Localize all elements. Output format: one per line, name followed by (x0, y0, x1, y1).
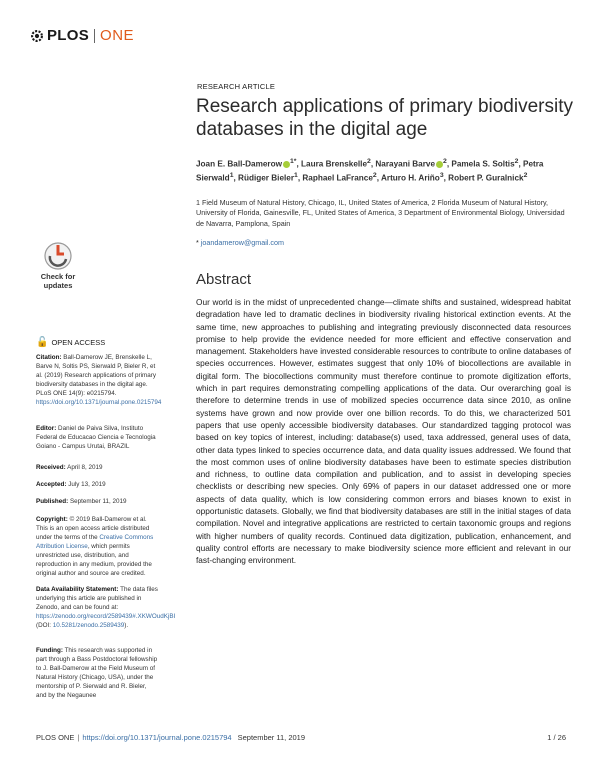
article-type: RESEARCH ARTICLE (197, 82, 276, 91)
open-lock-icon: 🔓 (36, 337, 49, 348)
citation-label: Citation: (36, 354, 62, 361)
accepted-label: Accepted: (36, 481, 67, 488)
logo-one-text: ONE (100, 27, 135, 44)
author-name[interactable]: , Pamela S. Soltis (446, 159, 515, 169)
accepted-block (36, 480, 158, 489)
author-affil-sup: 1 (229, 172, 234, 180)
copyright-label: Copyright: (36, 516, 68, 523)
funding-label: Funding: (36, 647, 63, 654)
journal-logo[interactable] (30, 27, 134, 44)
author-affil-sup: 2 (367, 158, 371, 165)
editor-label: Editor: (36, 425, 57, 432)
published-block (36, 497, 158, 506)
author-name[interactable]: , Arturo H. Ariño (376, 173, 440, 183)
editor-block (36, 424, 158, 451)
received-label: Received: (36, 464, 66, 471)
published-date: September 11, 2019 (69, 498, 127, 505)
email-link[interactable]: joandamerow@gmail.com (200, 238, 284, 247)
logo-plos-text: PLOS (47, 27, 90, 44)
badge-line1: Check for (40, 272, 76, 281)
logo-divider (94, 29, 95, 43)
author-name[interactable]: , Robert P. Guralnick (443, 173, 524, 183)
footer-separator: | (77, 733, 80, 742)
author-name[interactable]: , Narayani Barve (370, 159, 436, 169)
citation-text: Ball-Damerow JE, Brenskelle L, Barve N, Soltis PS, Sierwald P, Bieler R, et al. (2019) Research applications of primary biodiversity databases in the digital age. PLoS ONE 14(9): e0215794. (36, 354, 157, 397)
author-name[interactable]: Joan E. Ball-Damerow (196, 159, 282, 169)
badge-line2: updates (43, 281, 73, 290)
zenodo-record-link[interactable]: https://zenodo.org/record/2589439#.XKWOudKjBI (36, 613, 176, 620)
data-availability-doi-prefix: (DOI: (36, 622, 53, 629)
author-affil-sup: 1* (290, 158, 297, 165)
page-number: 1 / 26 (547, 733, 566, 742)
license-link[interactable]: Creative Commons Attribution License (36, 534, 154, 550)
author-affil-sup: 2 (443, 158, 447, 165)
copyright-text: © 2019 Ball-Damerow et al. This is an open access article distributed under the terms of the (36, 516, 150, 541)
open-access-label (36, 337, 105, 348)
data-availability-block (36, 585, 176, 630)
accepted-date: July 13, 2019 (68, 481, 106, 488)
received-block (36, 463, 158, 472)
copyright-text-end: , which permits unrestricted use, distribution, and reproduction in any medium, provided the original author and source are credited. (36, 543, 152, 577)
corresponding-email (196, 238, 284, 247)
article-title: Research applications of primary biodiversity databases in the digital age (196, 96, 573, 140)
affiliations: 1 Field Museum of Natural History, Chicago, IL, United States of America, 2 Florida Museum of Natural History, University of Florida, Gainesville, FL, United States of America, 3 Department of Environmental Biology, Universidad de Navarra, Pamplona, Spain (196, 198, 565, 228)
citation-doi-link[interactable]: https://doi.org/10.1371/journal.pone.0215794 (36, 399, 162, 406)
data-availability-end: ). (124, 622, 129, 629)
email-asterisk: * (196, 238, 201, 247)
received-date: April 8, 2019 (67, 464, 103, 471)
footer-journal: PLOS ONE (36, 733, 75, 742)
copyright-block (36, 515, 158, 578)
author-name[interactable]: , Laura Brenskelle (296, 159, 368, 169)
zenodo-doi-link[interactable]: 10.5281/zenodo.2589439 (52, 622, 125, 629)
author-affil-sup: 2 (514, 158, 519, 165)
author-affil-sup: 3 (439, 172, 444, 180)
orcid-icon[interactable] (436, 161, 443, 168)
author-name[interactable]: , Petra Sierwald (196, 159, 544, 183)
orcid-icon[interactable] (283, 161, 290, 168)
author-name[interactable]: , Raphael LaFrance (297, 173, 373, 183)
published-label: Published: (36, 498, 69, 505)
author-affil-sup: 2 (523, 172, 528, 180)
abstract-text: Our world is in the midst of unprecedented change—climate shifts and sustained, widespread habitat degradation have led to dramatic declines in biodiversity rivaling historical extinction events. At the same time, new approaches to publishing and integrating previously disconnected data resources promise to help provide the evidence needed for more efficient and effective conservation and management. Stakeholders have invested considerable resources to contribute to online databases of species occurrences. However, estimates suggest that only 10% of biocollections are available in digital form. The biocollections community must therefore continue to promote digitization efforts, which in part requires demonstrating compelling applications of the data. Our overarching goal is therefore to determine trends in use of mobilized species occurrence data since 2010, as online systems have grown and now provide over one billion records. To do this, we characterized 501 papers that use openly accessible biodiversity databases. Our standardized tagging protocol was based on key topics of interest, including: database(s) used, taxa addressed, general uses of data, other data types linked to species occurrence data, and data quality issues addressed. We found that the most common uses of online biodiversity databases have been to estimate species distribution and richness, to outline data compilation and publication, and to assist in developing species checklists or describing new species. Only 69% of papers in our dataset addressed one or more aspects of data quality, which is low considering common errors and biases known to exist in opportunistic datasets. Globally, we find that biodiversity databases are still in the initial stages of data compilation. Novel and integrative applications are restricted to certain taxonomic groups and regions with higher numbers of quality records. Continued data digitization, publication, enhancement, and quality control efforts are necessary to make biodiversity science more efficient and relevant in our fast-changing environment. (196, 297, 571, 566)
footer-date: September 11, 2019 (237, 733, 306, 742)
open-access-text: OPEN ACCESS (51, 338, 106, 347)
editor-text: Daniel de Paiva Silva, Instituto Federal de Educacao Ciencia e Tecnologia Goiano - Campus Urutai, BRAZIL (36, 425, 156, 450)
author-name[interactable]: , Rüdiger Bieler (233, 173, 295, 183)
author-list (196, 156, 568, 184)
author-affil-sup: 2 (372, 172, 377, 180)
data-availability-label: Data Availability Statement: (36, 586, 119, 593)
funding-text: This research was supported in part through a Bass Postdoctoral fellowship to J. Ball-Damerow at the Field Museum of Natural History (Chicago, USA), under the mentorship of P. Sierwald and R. Bieler, and by the Negaunee (36, 647, 158, 699)
plos-gear-icon (30, 29, 44, 43)
check-for-updates-icon[interactable] (36, 239, 80, 293)
data-availability-text: The data files underlying this article are published in Zenodo, and can be found at: (36, 586, 158, 611)
footer-doi-link[interactable]: https://doi.org/10.1371/journal.pone.0215794 (82, 733, 232, 742)
citation-block (36, 353, 162, 407)
author-affil-sup: 1 (294, 172, 298, 180)
page-footer (36, 733, 305, 742)
abstract-heading: Abstract (196, 271, 252, 288)
funding-block (36, 646, 158, 700)
